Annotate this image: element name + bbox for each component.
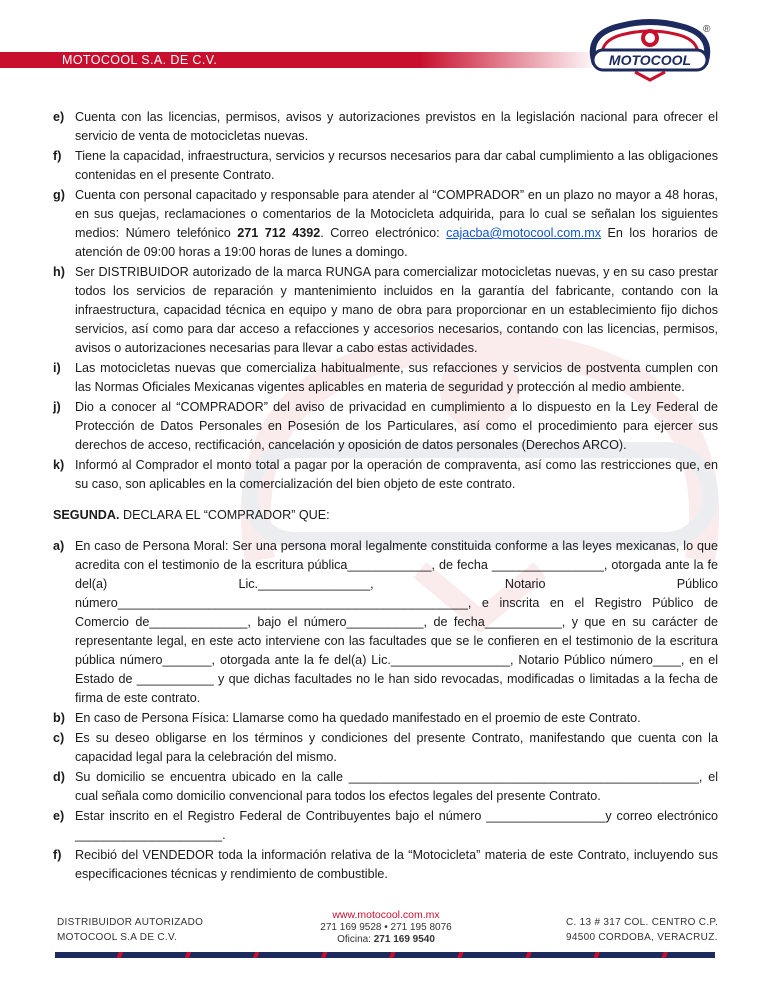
footer-left-line: MOTOCOOL S.A DE C.V. <box>57 932 178 943</box>
footer-phones: 271 169 9528 • 271 195 8076 <box>320 921 452 933</box>
item-letter: a) <box>53 539 65 553</box>
item-letter: i) <box>53 361 61 375</box>
item-letter: e) <box>53 809 65 823</box>
footer-contact <box>306 909 466 947</box>
section-title: DECLARA EL “COMPRADOR” QUE: <box>119 508 330 522</box>
item-text: Ser DISTRIBUIDOR autorizado de la marca RUNGA para comercializar motocicletas nuevas, y en su caso prestar todos los servicios de reparación y mantenimiento incluidos en la garantía del fabricante, contando con la infraestructura, capacidad técnica en equipo y mano de obra para proporcionar en un establecimiento fijo dichos servicios, así como para dar acceso a refacciones y accesorios necesarios, contando con las licencias, permisos, avisos o autorizaciones necesarias para llevar a cabo estas actividades. <box>75 265 718 355</box>
list-item <box>53 768 718 806</box>
list-item <box>53 846 718 884</box>
office-label: Oficina: <box>337 934 374 945</box>
registered-mark: ® <box>703 24 711 35</box>
office-phone: 271 169 9540 <box>373 934 435 945</box>
section-label: SEGUNDA. <box>53 508 120 522</box>
item-text-part: En los horarios de atención de 09:00 horas a 19:00 horas de lunes a domingo. <box>75 226 718 259</box>
item-letter: g) <box>53 188 65 202</box>
list-item <box>53 398 718 455</box>
contract-body <box>53 108 718 885</box>
list-item <box>53 186 718 262</box>
svg-text:MOTOCOOL: MOTOCOOL <box>608 52 692 68</box>
item-letter: j) <box>53 400 61 414</box>
item-text: En caso de Persona Física: Llamarse como ha quedado manifestado en el proemio de este Contrato. <box>75 711 641 725</box>
section-heading <box>53 506 718 525</box>
footer-stripe <box>55 952 715 958</box>
footer-address <box>566 915 718 945</box>
item-letter: e) <box>53 110 65 124</box>
item-text: Tiene la capacidad, infraestructura, servicios y recursos necesarios para dar cabal cumplimiento a las obligaciones contenidas en el presente Contrato. <box>75 149 718 182</box>
phone-number: 271 712 4392 <box>237 226 321 240</box>
item-text: Es su deseo obligarse en los términos y condiciones del presente Contrato, manifestando que cuenta con la capacidad legal para la celebración del mismo. <box>75 731 718 764</box>
list-item <box>53 456 718 494</box>
company-name: MOTOCOOL S.A. DE C.V. <box>62 53 218 67</box>
list-item <box>53 263 718 358</box>
item-text: En caso de Persona Moral: Ser una persona moral legalmente constituida conforme a las leyes mexicanas, lo que acredita con el testimonio de la escritura pública____________, de fecha ________________, otorgada ante la fe del(a) Lic.________________, Notario Público número__________________________________________________, e inscrita en el Registro Público de Comercio de______________, bajo el número___________, de fecha___________, y que en su carácter de representante legal, en este acto interviene con las facultades que se le confieren en el testimonio de la escritura pública número_______, otorgada ante la fe del(a) Lic._________________, Notario Público número____, en el Estado de ___________ y que dichas facultades no le han sido revocadas, modificadas o limitadas a la fecha de firma de este contrato. <box>75 539 718 705</box>
item-letter: d) <box>53 770 65 784</box>
item-text: Informó al Comprador el monto total a pagar por la operación de compraventa, así como las restricciones que, en su caso, son aplicables en la comercialización del bien objeto de este contrato. <box>75 458 718 491</box>
footer-office <box>306 934 466 947</box>
item-letter: h) <box>53 265 65 279</box>
footer-right-line: C. 13 # 317 COL. CENTRO C.P. <box>566 917 719 928</box>
vendedor-declarations <box>53 108 718 494</box>
item-letter: f) <box>53 848 62 862</box>
item-text: Cuenta con las licencias, permisos, avisos y autorizaciones previstos en la legislación nacional para ofrecer el servicio de venta de motocicletas nuevas. <box>75 110 718 143</box>
item-text: Recibió del VENDEDOR toda la información relativa de la “Motocicleta” materia de este Contrato, incluyendo sus especificaciones técnicas y rendimiento de combustible. <box>75 848 718 881</box>
list-item <box>53 537 718 708</box>
list-item <box>53 359 718 397</box>
item-text <box>75 186 718 262</box>
list-item <box>53 147 718 185</box>
item-text-part: . Correo electrónico: <box>320 226 447 240</box>
item-text-part: Cuenta con personal capacitado y responsable para atender al “COMPRADOR” en un plazo no mayor a 48 horas, en sus quejas, reclamaciones o comentarios de la Motocicleta adquirida, para lo cual se señalan los siguientes medios: Número telefónico <box>75 188 718 240</box>
comprador-declarations <box>53 537 718 884</box>
item-text: Dio a conocer al “COMPRADOR” del aviso de privacidad en cumplimiento a lo dispuesto en la Ley Federal de Protección de Datos Personales en Posesión de los Particulares, así como el procedimiento para ejercer sus derechos de acceso, rectificación, cancelación y oposición de datos personales (Derechos ARCO). <box>75 400 718 452</box>
list-item <box>53 807 718 845</box>
footer-left-line: DISTRIBUIDOR AUTORIZADO <box>57 917 204 928</box>
item-text: Las motocicletas nuevas que comercializa habitualmente, sus refacciones y servicios de postventa cumplen con las Normas Oficiales Mexicanas vigentes aplicables en materia de seguridad y protección al medio ambiente. <box>75 361 718 394</box>
website-link[interactable]: www.motocool.com.mx <box>332 909 440 921</box>
footer-distributor <box>57 915 203 945</box>
item-letter: b) <box>53 711 65 725</box>
item-letter: f) <box>53 149 62 163</box>
item-text: Estar inscrito en el Registro Federal de Contribuyentes bajo el número _________________y correo electrónico _____________________. <box>75 809 718 842</box>
list-item <box>53 108 718 146</box>
email-link[interactable]: cajacba@motocool.com.mx <box>446 226 602 240</box>
item-text: Su domicilio se encuentra ubicado en la calle __________________________________________________, el cual señala como domicilio convencional para todos los efectos legales del presente Contrato. <box>75 770 718 803</box>
item-letter: c) <box>53 731 65 745</box>
list-item <box>53 709 718 728</box>
list-item <box>53 729 718 767</box>
footer-right-line: 94500 CORDOBA, VERACRUZ. <box>566 932 718 943</box>
item-letter: k) <box>53 458 65 472</box>
